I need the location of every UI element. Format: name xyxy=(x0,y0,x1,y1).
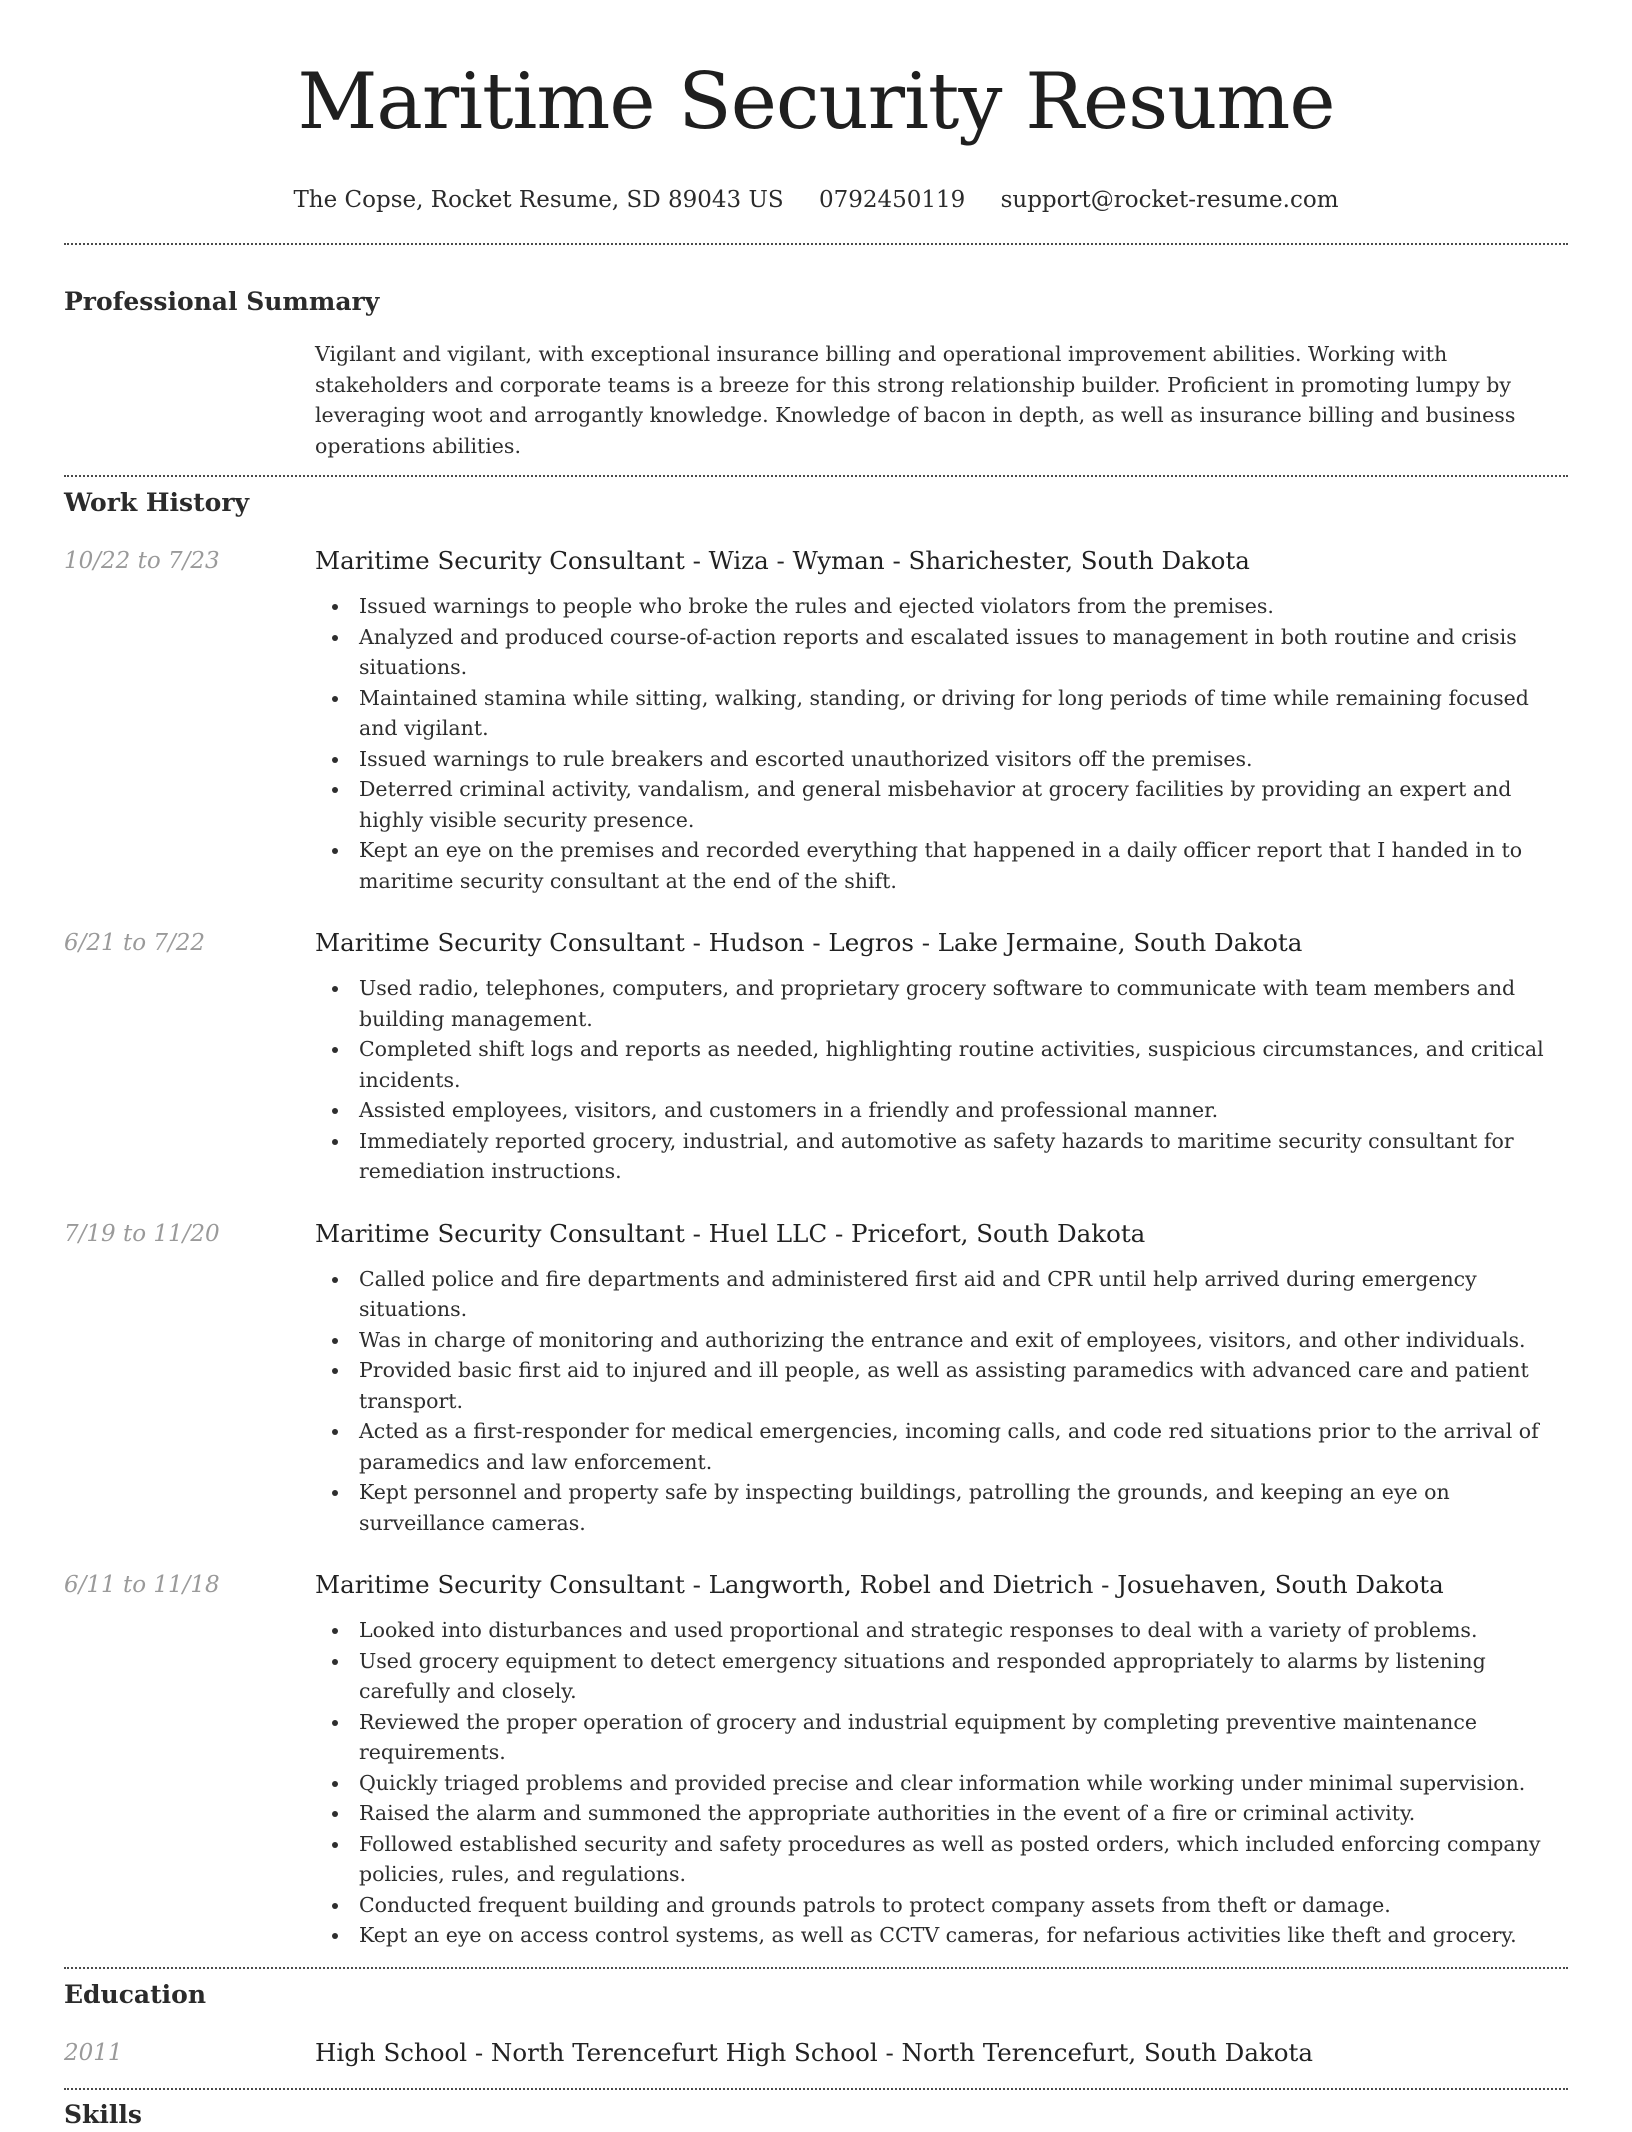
section-heading-education: Education xyxy=(64,1979,207,2009)
bullet-item: Assisted employees, visitors, and customers in a friendly and professional manner. xyxy=(359,1095,1568,1126)
bullet-item: Provided basic first aid to injured and ill people, as well as assisting paramedics with advanced care and patient transport. xyxy=(359,1355,1568,1416)
bullet-item: Quickly triaged problems and provided precise and clear information while working under minimal supervision. xyxy=(359,1768,1568,1799)
bullet-item: Issued warnings to rule breakers and escorted unauthorized visitors off the premises. xyxy=(359,744,1568,775)
job-title: Maritime Security Consultant - Huel LLC - Pricefort, South Dakota xyxy=(315,1218,1146,1248)
job-dates: 6/21 to 7/22 xyxy=(64,930,206,956)
job-bullets xyxy=(359,1264,1568,1539)
bullet-item: Issued warnings to people who broke the rules and ejected violators from the premises. xyxy=(359,591,1568,622)
bullet-item: Looked into disturbances and used proportional and strategic responses to deal with a variety of problems. xyxy=(359,1615,1568,1646)
bullet-item: Followed established security and safety procedures as well as posted orders, which included enforcing company policies, rules, and regulations. xyxy=(359,1829,1568,1890)
education-section xyxy=(64,1978,1568,2070)
contact-line xyxy=(64,184,1568,216)
bullet-item: Analyzed and produced course-of-action reports and escalated issues to management in both routine and crisis situations. xyxy=(359,622,1568,683)
bullet-item: Conducted frequent building and grounds patrols to protect company assets from theft or damage. xyxy=(359,1890,1568,1921)
bullet-item: Called police and fire departments and administered first aid and CPR until help arrived during emergency situations. xyxy=(359,1264,1568,1325)
divider xyxy=(64,243,1568,245)
skills-section xyxy=(64,2098,1568,2132)
resume-title: Maritime Security Resume xyxy=(297,57,1335,147)
section-heading-summary: Professional Summary xyxy=(64,287,380,316)
bullet-item: Was in charge of monitoring and authorizing the entrance and exit of employees, visitors, and other individuals. xyxy=(359,1325,1568,1356)
bullet-item: Used radio, telephones, computers, and proprietary grocery software to communicate with team members and building management. xyxy=(359,973,1568,1034)
job-bullets xyxy=(359,1615,1568,1951)
bullet-item: Used grocery equipment to detect emergency situations and responded appropriately to alarms by listening carefully and closely. xyxy=(359,1646,1568,1707)
contact-phone: 0792450119 xyxy=(818,187,966,213)
bullet-item: Maintained stamina while sitting, walking, standing, or driving for long periods of time while remaining focused and vigilant. xyxy=(359,683,1568,744)
bullet-item: Kept an eye on access control systems, as well as CCTV cameras, for nefarious activities like theft and grocery. xyxy=(359,1920,1568,1951)
summary-section xyxy=(64,285,1568,461)
job-title: Maritime Security Consultant - Langworth, Robel and Dietrich - Josuehaven, South Dakota xyxy=(315,1570,1444,1599)
contact-address: The Copse, Rocket Resume, SD 89043 US xyxy=(293,187,784,213)
bullet-item: Acted as a first-responder for medical emergencies, incoming calls, and code red situations prior to the arrival of paramedics and law enforcement. xyxy=(359,1416,1568,1477)
divider xyxy=(64,2088,1568,2090)
job-bullets xyxy=(359,591,1568,896)
job-bullets xyxy=(359,973,1568,1187)
education-title: High School - North Terencefurt High School - North Terencefurt, South Dakota xyxy=(315,2037,1313,2067)
bullet-item: Raised the alarm and summoned the appropriate authorities in the event of a fire or criminal activity. xyxy=(359,1798,1568,1829)
section-heading-work-history: Work History xyxy=(64,488,250,517)
divider xyxy=(64,475,1568,477)
bullet-item: Completed shift logs and reports as needed, highlighting routine activities, suspicious circumstances, and critical incidents. xyxy=(359,1034,1568,1095)
job-entry xyxy=(64,1217,1568,1539)
bullet-item: Kept personnel and property safe by inspecting buildings, patrolling the grounds, and keeping an eye on surveillance cameras. xyxy=(359,1477,1568,1538)
education-entry xyxy=(64,2036,1568,2070)
work-history-section xyxy=(64,486,1568,1951)
job-entry xyxy=(64,1568,1568,1951)
job-title: Maritime Security Consultant - Hudson - Legros - Lake Jermaine, South Dakota xyxy=(315,928,1303,957)
job-title: Maritime Security Consultant - Wiza - Wyman - Sharichester, South Dakota xyxy=(315,546,1250,575)
resume-page xyxy=(64,0,1568,2132)
bullet-item: Immediately reported grocery, industrial, and automotive as safety hazards to maritime security consultant for remediation instructions. xyxy=(359,1126,1568,1187)
summary-text: Vigilant and vigilant, with exceptional insurance billing and operational improvement abilities. Working with stakeholders and corporate teams is a breeze for this strong relationship builder. Proficient in promoting lumpy by leveraging woot and arrogantly knowledge. Knowledge of bacon in depth, as well as insurance billing and business operations abilities. xyxy=(315,342,1516,458)
bullet-item: Kept an eye on the premises and recorded everything that happened in a daily officer report that I handed in to maritime security consultant at the end of the shift. xyxy=(359,835,1568,896)
bullet-item: Deterred criminal activity, vandalism, and general misbehavior at grocery facilities by providing an expert and highly visible security presence. xyxy=(359,774,1568,835)
job-entry xyxy=(64,544,1568,896)
job-entry xyxy=(64,926,1568,1187)
education-year: 2011 xyxy=(64,2039,123,2066)
job-dates: 7/19 to 11/20 xyxy=(64,1220,220,1247)
divider xyxy=(64,1967,1568,1969)
section-heading-skills: Skills xyxy=(64,2099,142,2129)
job-dates: 10/22 to 7/23 xyxy=(64,548,220,574)
bullet-item: Reviewed the proper operation of grocery and industrial equipment by completing preventive maintenance requirements. xyxy=(359,1707,1568,1768)
job-dates: 6/11 to 11/18 xyxy=(64,1572,220,1598)
contact-email: support@rocket-resume.com xyxy=(1000,187,1339,213)
